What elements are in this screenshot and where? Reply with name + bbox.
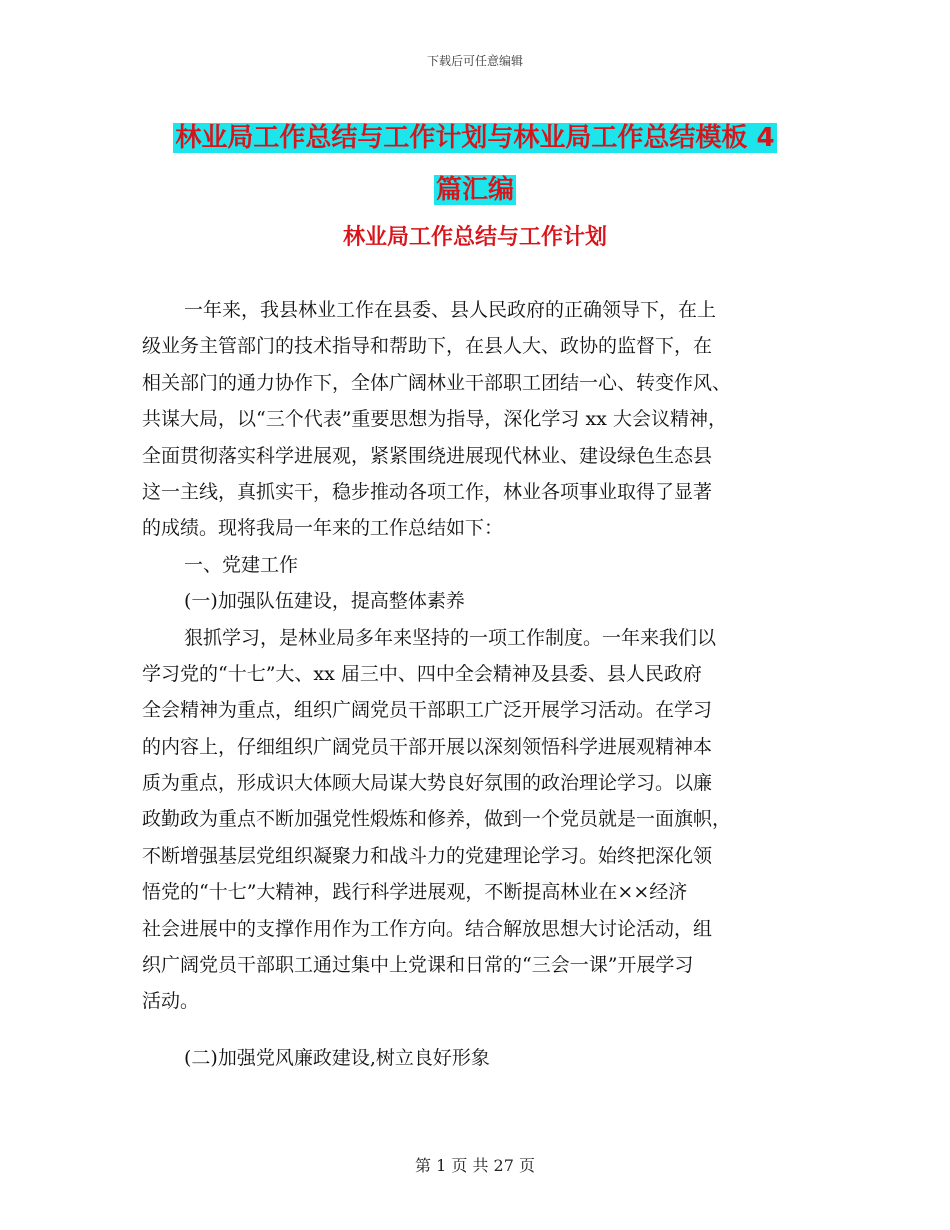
paragraph-line: 全会精神为重点，组织广阔党员干部职工广泛开展学习活动。在学习 bbox=[142, 699, 713, 722]
document-title bbox=[150, 112, 800, 216]
paragraph-line: 狠抓学习，是林业局多年来坚持的一项工作制度。一年来我们以 bbox=[184, 626, 717, 649]
paragraph-line: 一年来，我县林业工作在县委、县人民政府的正确领导下，在上 bbox=[184, 299, 717, 321]
paragraph-line: 相关部门的通力协作下，全体广阔林业干部职工团结一心、转变作风、 bbox=[142, 371, 732, 394]
section-title: 林业局工作总结与工作计划 bbox=[342, 225, 607, 250]
document-body bbox=[142, 292, 814, 1076]
heading-party-building: 一、党建工作 bbox=[184, 553, 299, 576]
paragraph-line: 政勤政为重点不断加强党性煅炼和修养，做到一个党员就是一面旗帜， bbox=[142, 808, 732, 831]
paragraph-line: 悟党的“十七”大精神，践行科学进展观，不断提高林业在××经济 bbox=[142, 881, 688, 904]
paragraph-line: 不断增强基层党组织凝聚力和战斗力的党建理论学习。始终把深化领 bbox=[142, 844, 713, 867]
paragraph-line: 学习党的“十七”大、xx 届三中、四中全会精神及县委、县人民政府 bbox=[142, 662, 702, 685]
paragraph-line: 社会进展中的支撑作用作为工作方向。结合解放思想大讨论活动，组 bbox=[142, 917, 713, 940]
paragraph-line: 织广阔党员干部职工通过集中上党课和日常的“三会一课”开展学习 bbox=[142, 954, 694, 977]
document-title-line-2: 篇汇编 bbox=[435, 175, 514, 205]
paragraph-line: 质为重点，形成识大体顾大局谋大势良好氛围的政治理论学习。以廉 bbox=[142, 772, 713, 795]
paragraph-line: 全面贯彻落实科学进展观，紧紧围绕进展现代林业、建设绿色生态县 bbox=[142, 444, 713, 467]
page-number: 第 1 页 共 27 页 bbox=[415, 1156, 535, 1175]
paragraph-line: 这一主线，真抓实干，稳步推动各项工作，林业各项事业取得了显著 bbox=[142, 480, 713, 503]
page-header: 下载后可任意编辑 bbox=[426, 54, 523, 68]
paragraph-line: 的内容上，仔细组织广阔党员干部开展以深刻领悟科学进展观精神本 bbox=[142, 735, 713, 758]
subheading-team-building: (一)加强队伍建设，提高整体素养 bbox=[184, 590, 465, 613]
paragraph-line: 共谋大局，以“三个代表”重要思想为指导，深化学习 xx 大会议精神， bbox=[142, 408, 727, 431]
document-title-line-1: 林业局工作总结与工作计划与林业局工作总结模板 4 bbox=[175, 123, 775, 153]
paragraph-line: 活动。 bbox=[142, 990, 200, 1013]
paragraph-line: 级业务主管部门的技术指导和帮助下，在县人大、政协的监督下，在 bbox=[142, 335, 713, 358]
subheading-integrity: (二)加强党风廉政建设,树立良好形象 bbox=[184, 1046, 490, 1069]
paragraph-line: 的成绩。现将我局一年来的工作总结如下： bbox=[142, 517, 504, 540]
paragraph-gap bbox=[142, 1020, 814, 1040]
